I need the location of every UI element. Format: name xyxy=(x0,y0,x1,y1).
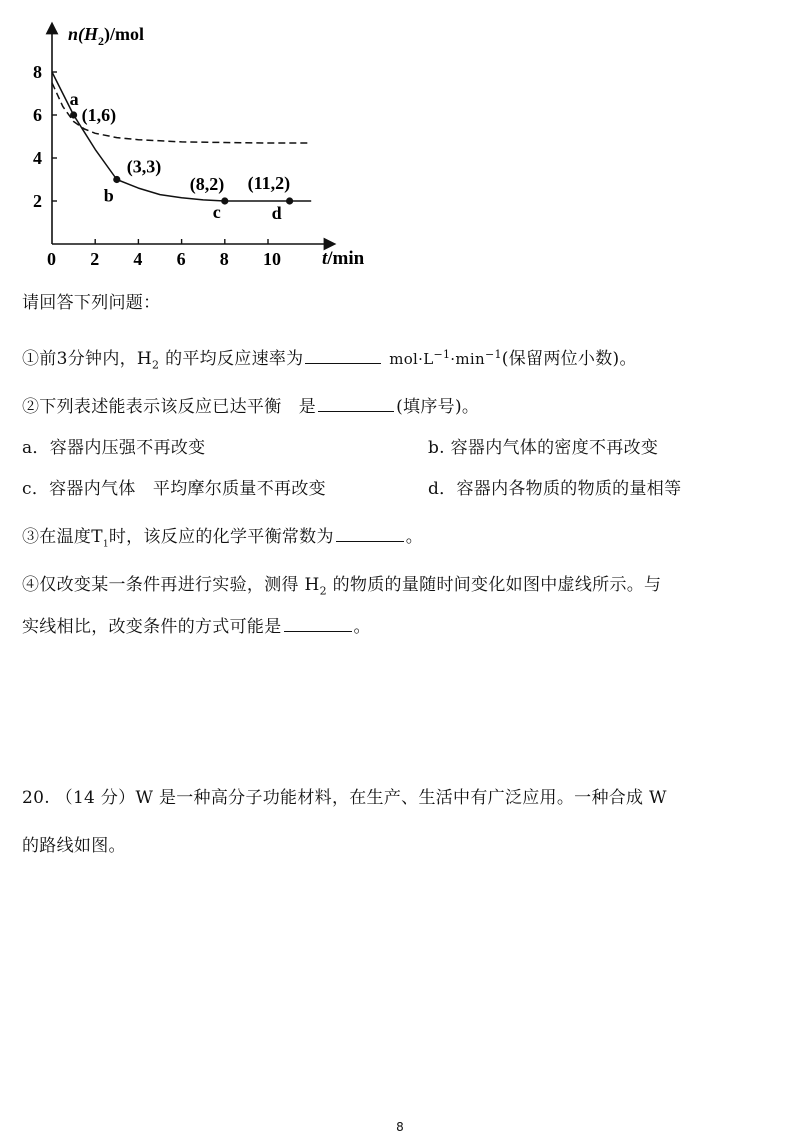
h2-amount-vs-time-graph xyxy=(28,18,388,273)
question-4-line-2 xyxy=(22,612,371,637)
x-tick-label: 4 xyxy=(133,249,143,269)
point-c-marker xyxy=(221,197,228,204)
y-axis-label: $n(H_2)$/mol xyxy=(68,24,145,48)
question-2 xyxy=(22,392,479,417)
x-tick-label: 0 xyxy=(47,249,56,269)
q2-text: ②下列表述能表示该反应已达平衡 是 xyxy=(22,397,317,417)
point-a-coord: (1,6) xyxy=(81,105,117,125)
q4-text: ④仅改变某一条件再进行实验，测得 H xyxy=(22,575,320,595)
point-b-marker xyxy=(113,176,120,183)
x-tick-label: 10 xyxy=(263,249,281,269)
page-number: 8 xyxy=(396,1120,404,1134)
q1-text: ①前3分钟内，H xyxy=(22,349,153,369)
q3-tail: 。 xyxy=(405,527,424,547)
option-a: a．容器内压强不再改变 xyxy=(22,438,206,458)
y-tick-label: 6 xyxy=(33,105,42,125)
option-b: b. 容器内气体的密度不再改变 xyxy=(428,438,659,458)
question-20-line-1: 20. （14 分）W 是一种高分子功能材料，在生产、生活中有广泛应用。一种合成 W xyxy=(22,788,667,808)
y-tick-label: 8 xyxy=(33,62,42,82)
q1-tail: (保留两位小数)。 xyxy=(501,349,637,369)
q4-line2: 实线相比，改变条件的方式可能是 xyxy=(22,617,282,637)
questions-intro: 请回答下列问题： xyxy=(22,293,161,313)
q4-text-2: 的物质的量随时间变化如图中虚线所示。与 xyxy=(326,575,662,595)
option-c: c．容器内气体 平均摩尔质量不再改变 xyxy=(22,479,326,499)
point-c-coord: (8,2) xyxy=(189,174,225,194)
q2-tail: (填序号)。 xyxy=(396,397,480,417)
point-d-marker xyxy=(286,197,293,204)
y-tick-label: 2 xyxy=(33,191,42,211)
point-d-label: d xyxy=(271,203,282,223)
q1-text-2: 的平均反应速率为 xyxy=(159,349,304,369)
q3-text-2: 时，该反应的化学平衡常数为 xyxy=(108,527,334,547)
q4-tail: 。 xyxy=(353,617,371,637)
point-b-coord: (3,3) xyxy=(126,156,162,177)
question-4-line-1 xyxy=(22,570,661,597)
q3-text: ③在温度T xyxy=(22,527,103,547)
question-20-line-2: 的路线如图。 xyxy=(22,836,126,856)
x-tick-label: 6 xyxy=(176,249,186,269)
question-3 xyxy=(22,522,423,549)
point-a-label: a xyxy=(69,89,79,109)
q2-answer-blank[interactable] xyxy=(318,410,394,412)
q1-answer-blank[interactable] xyxy=(305,362,381,364)
x-axis-label: t/min xyxy=(322,248,365,269)
x-tick-label: 8 xyxy=(219,249,229,269)
point-b-label: b xyxy=(103,185,114,206)
q3-subscript: 1 xyxy=(102,539,109,550)
q1-unit: $mol\cdot L^{-1}\cdot\min^{-1}$ xyxy=(389,348,502,368)
point-a-marker xyxy=(70,111,77,118)
point-c-label: c xyxy=(212,202,221,222)
q3-answer-blank[interactable] xyxy=(336,540,404,542)
q1-subscript: 2 xyxy=(152,358,160,372)
point-d-coord: (11,2) xyxy=(247,173,291,193)
question-1 xyxy=(22,344,637,371)
q4-subscript: 2 xyxy=(319,584,327,598)
y-tick-label: 4 xyxy=(33,148,42,168)
q4-answer-blank[interactable] xyxy=(284,630,352,632)
x-tick-label: 2 xyxy=(90,249,100,269)
option-d: d．容器内各物质的物质的量相等 xyxy=(428,479,682,499)
